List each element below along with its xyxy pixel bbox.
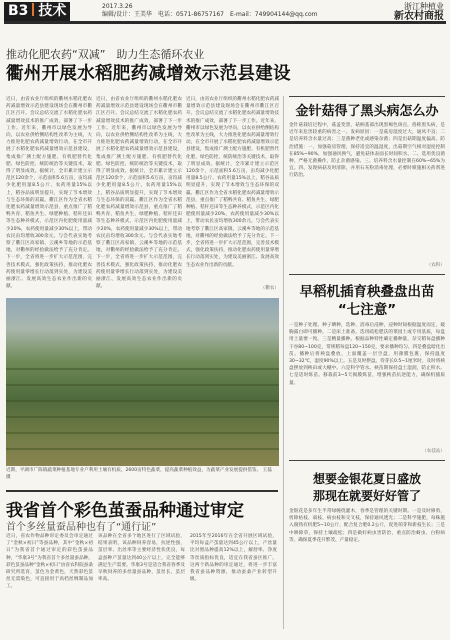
column-divider	[283, 96, 284, 629]
main-article-headline: 衢州开展水稻肥药减增效示范县建设	[6, 64, 291, 84]
right-article-3-rule	[289, 460, 445, 461]
right-article-1-rule	[289, 96, 445, 97]
editor-contact: 编辑/设计：王美华 电话：0571-86757167 E-mail：749904144@qq.com	[102, 11, 318, 18]
bottom-article-col1: 近日，省农作物品种审定委员会审定通过了“金秋×初日”等蚕品种，其中“金秋×初日”为我省首个通过审定的彩色茧蚕品种，“华康3号”为我省首个多丝量蚕品种。彩色茧蚕品种“金秋×初日”由省农科院蚕桑研究所选育，茧色为金黄色，天然彩色茧丝无需染色，可直接用于高档丝绸制品加工。	[6, 534, 93, 590]
bottom-article-rule	[6, 490, 278, 492]
farm-field-photo	[6, 298, 279, 466]
right-article-2-signoff: （农技站）	[422, 449, 445, 454]
main-article-body-col3: 近日，由省农业厅组织的衢州水稻化肥农药减量增效示范县建设现场会在衢州市衢江区召开。会议总结交流了水稻化肥农药减量增效技术的推广成效，部署了下一步工作。近年来，衢州市以绿色发展为导向，以农业供给侧结构性改革为主线，大力推进化肥农药减量增效行动，在全市开展了水稻化肥农药减量增效示范县建设，集成推广测土配方施肥、有机肥替代化肥、绿色防控、统防统治等关键技术，取得了明显成效。据统计，全市累计建立示范区120余个，示范面积5.6万亩，亩均减少化肥用量8.5公斤、农药用量15%以上，稻谷品质明显提升，实现了节本增效与生态环保的双赢。衢江区作为全省水稻化肥农药减量增效示范县，重点推广了稻鸭共育、稻鱼共生、绿肥种植、秸秆还田等生态种养模式，示范区内化肥使用量减少20%，农药使用量减少30%以上，带动农民亩均增收300余元。与会代表实地考察了衢江区高家镇、云溪乡等地的示范基地，对衢州的经验做法给予了充分肯定。下一步，全省将进一步扩大示范范围，完善技术模式，强化政策扶持，推动化肥农药使用量零增长行动落到实处，为建设美丽浙江、发展高效生态农业作出新的贡献。	[186, 97, 279, 268]
paper-masthead	[394, 2, 444, 22]
bottom-article-col3: 2015年至2016年在全省开展区域试验，平均每盒产茧量达到45公斤以上，产丝量比对照品种提高12%以上，解舒率、净度等丝质指标优良，适宜在我省蚕区推广。这两个新品种的审定通过，将进一步丰富我省蚕品种资源，推动蚕桑产业转型升级。	[190, 534, 277, 583]
right-article-1-headline: 金针菇得了黑头病怎么办	[295, 104, 439, 119]
page-header	[4, 2, 446, 24]
main-article-body-col2: 近日，由省农业厅组织的衢州水稻化肥农药减量增效示范县建设现场会在衢州市衢江区召开。会议总结交流了水稻化肥农药减量增效技术的推广成效，部署了下一步工作。近年来，衢州市以绿色发展为导向，以农业供给侧结构性改革为主线，大力推进化肥农药减量增效行动，在全市开展了水稻化肥农药减量增效示范县建设，集成推广测土配方施肥、有机肥替代化肥、绿色防控、统防统治等关键技术，取得了明显成效。据统计，全市累计建立示范区120余个，示范面积5.6万亩，亩均减少化肥用量8.5公斤、农药用量15%以上，稻谷品质明显提升，实现了节本增效与生态环保的双赢。衢江区作为全省水稻化肥农药减量增效示范县，重点推广了稻鸭共育、稻鱼共生、绿肥种植、秸秆还田等生态种养模式，示范区内化肥使用量减少20%，农药使用量减少30%以上，带动农民亩均增收300余元。与会代表实地考察了衢江区高家镇、云溪乡等地的示范基地，对衢州的经验做法给予了充分肯定。下一步，全省将进一步扩大示范范围，完善技术模式，强化政策扶持，推动化肥农药使用量零增长行动落到实处，为建设美丽浙江、发展高效生态农业作出新的贡献。	[96, 97, 182, 290]
bottom-article-subtitle: 首个多丝量蚕品种也有了“通行证”	[6, 522, 157, 533]
main-article-signoff: （衢农）	[260, 286, 279, 291]
right-article-2-headline-line1: 早稻机插育秧叠盘出苗	[299, 284, 435, 300]
bottom-article-headline: 我省首个彩色茧蚕品种通过审定	[6, 501, 244, 521]
right-article-3-headline-line1: 想要金银花夏日盛放	[312, 472, 421, 486]
photo-credit: 王磊 摄	[6, 468, 277, 480]
page-label: B3	[8, 3, 29, 19]
right-article-1-body: 金针菇栽培过程中，菇盖变黑，菇柄基部出现黑褐色斑点，俗称黑头病，是近年来危害较重的病害之一。发病原因：一是菇房湿度过大，通风不良；二是培养料含水量过高；三是菌种老化或感染杂菌；四是出菇期温度偏高。防治措施：一、加强菇房管理，保持适宜的温湿度，出菇期空气相对湿度控制在85%~90%，加强通风换气，避免菇体表面长时间积水。二、选用优良菌种，严格无菌操作，防止杂菌感染。三、培养料含水量控制在60%~65%为宜。四、发现病菇及时清除，并用石灰粉消毒处理，必要时喷施相关药剂进行防治。	[289, 123, 445, 179]
paper-name: 新农村商报	[394, 11, 444, 22]
right-article-2-rule	[289, 274, 445, 275]
paper-region: 浙江种植业	[404, 2, 444, 11]
header-separator	[32, 3, 34, 16]
page-number-badge	[4, 2, 70, 21]
main-article-subtitle: 推动化肥农药“双减” 助力生态循环农业	[6, 48, 205, 61]
issue-date: 2017.3.26	[102, 3, 133, 10]
right-article-2-body: 一是种子处理。种子晒种，选种、消毒后浸种，浸种时间根据温度而定，破胸露白即可播种。二是床土准备。选用疏松肥沃的菜园土或专用基质，每盘用土量要一致。三是精量播种。根据品种特性确定播种量，杂交稻每盘播种干谷80~100克，常规稻每盘120~150克，要求播种均匀。四是叠盘暗化出苗。播种后将秧盘叠放，上面覆盖一层空盘，用薄膜包裹，保持温度30~32℃，湿度90%以上。五是及时摆盘。待芽长0.5~1厘米时，及时将秧盘摆放到秧田或大棚中。六是科学管水。秧苗期保持盘土湿润，防止积水。七是适时炼苗。移栽前3~5天揭膜炼苗，增强秧苗抗逆能力，确保机插质量。	[289, 323, 445, 386]
bottom-article-col2: 该品种在全省多个地区进行了区域试验，结果表明，该品种饲养容易，抗逆性强，茧层率、出丝率等主要经济性状优良，每盒蚕种产茧量达到40公斤以上，完全能够满足生产需要。华康3号是适合我省春季及早秋饲养的多丝量蚕品种，茧丝长、茧层率高。	[98, 534, 185, 583]
right-article-3-body: 金银花是多年生半常绿缠绕灌木，春季是管理的关键时期。一是及时修剪，剪除枯枝、弱枝、病虫枝和交叉枝，保持通风透光；二是科学施肥，每株施入腐熟有机肥5~10公斤，配合复合肥0.2公斤，促进萌芽和新枝生长；三是中耕除草，保持土壤疏松；四是做好病虫害防治，重点防治蚜虫、白粉病等，确保夏季花开繁茂、产量稳定。	[289, 509, 445, 543]
photo-caption	[6, 468, 279, 481]
right-article-3-headline-line2: 那现在就要好好管了	[312, 489, 421, 503]
right-article-2-headline-line2: “七注意”	[337, 302, 397, 318]
main-article-body-col1: 近日，由省农业厅组织的衢州水稻化肥农药减量增效示范县建设现场会在衢州市衢江区召开。会议总结交流了水稻化肥农药减量增效技术的推广成效，部署了下一步工作。近年来，衢州市以绿色发展为导向，以农业供给侧结构性改革为主线，大力推进化肥农药减量增效行动，在全市开展了水稻化肥农药减量增效示范县建设，集成推广测土配方施肥、有机肥替代化肥、绿色防控、统防统治等关键技术，取得了明显成效。据统计，全市累计建立示范区120余个，示范面积5.6万亩，亩均减少化肥用量8.5公斤、农药用量15%以上，稻谷品质明显提升，实现了节本增效与生态环保的双赢。衢江区作为全省水稻化肥农药减量增效示范县，重点推广了稻鸭共育、稻鱼共生、绿肥种植、秸秆还田等生态种养模式，示范区内化肥使用量减少20%，农药使用量减少30%以上，带动农民亩均增收300余元。与会代表实地考察了衢江区高家镇、云溪乡等地的示范基地，对衢州的经验做法给予了充分肯定。下一步，全省将进一步扩大示范范围，完善技术模式，强化政策扶持，推动化肥农药使用量零增长行动落到实处，为建设美丽浙江、发展高效生态农业作出新的贡献。	[6, 97, 92, 290]
header-meta	[102, 3, 318, 19]
right-article-1-signoff: （农科）	[426, 263, 445, 268]
section-name: 技术	[38, 3, 67, 19]
photo-caption-text: 近期，平湖市广陈镇蔬菜种植基地专业户利用土壤有机质、2600亩特色蔬菜，提高蔬菜种植效益，为蔬菜产业发展提供借鉴。	[6, 468, 262, 473]
